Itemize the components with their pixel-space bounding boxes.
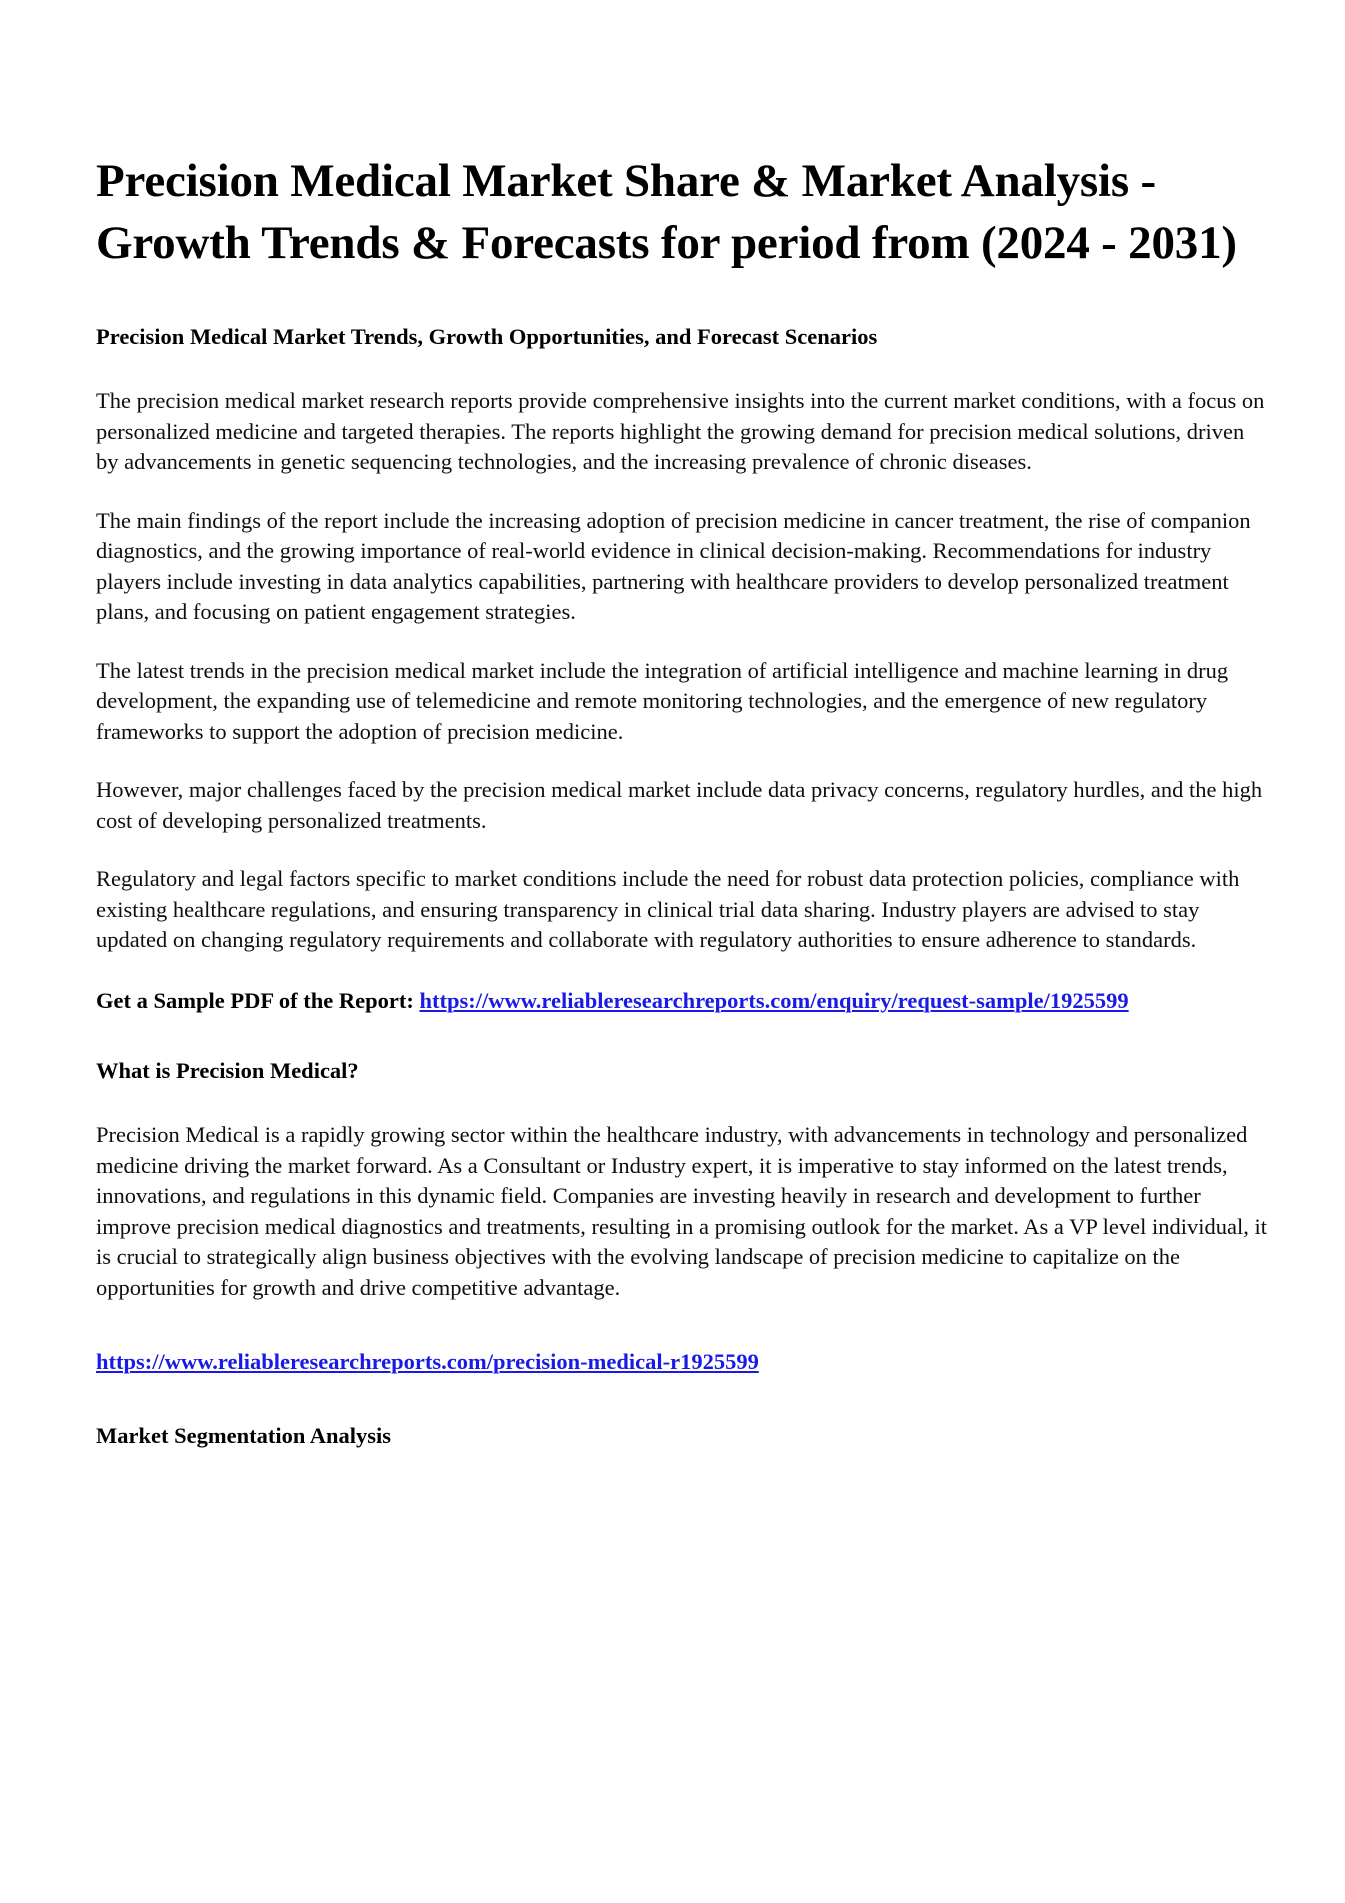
paragraph-challenges: However, major challenges faced by the precision medical market include data privacy concerns, regulatory hurdles, and the high cost of developing personalized treatments. [96,777,1263,833]
paragraph-intro: The precision medical market research reports provide comprehensive insights into the current market conditions, with a focus on personalized medicine and targeted therapies. The reports highlight the growing demand for precision medical solutions, driven by advancements in genetic sequencing technologies, and the increasing prevalence of chronic diseases. [96,388,1265,474]
paragraph-trends: The latest trends in the precision medical market include the integration of artificial intelligence and machine learning in drug development, the expanding use of telemedicine and remote monitoring technologies, and the emergence of new regulatory frameworks to support the adoption of precision medicine. [96,657,1229,744]
paragraph-findings: The main findings of the report include the increasing adoption of precision medicine in cancer treatment, the rise of companion diagnostics, and the growing importance of real-world evidence in clinical decision-making. Recommendations for industry players include investing in data analytics capabilities, partnering with healthcare providers to develop personalized treatment plans, and focusing on patient engagement strategies. [96,507,1251,624]
sample-pdf-link[interactable]: https://www.reliableresearchreports.com/enquiry/request-sample/1925599 [419,987,1129,1013]
heading-what-is-precision-medical: What is Precision Medical? [96,1058,359,1083]
subheading-market-trends: Precision Medical Market Trends, Growth Opportunities, and Forecast Scenarios [96,324,878,349]
sample-pdf-line [96,986,1270,1017]
sample-pdf-label: Get a Sample PDF of the Report: [96,987,420,1013]
report-link-line [96,1347,1270,1378]
page-title: Precision Medical Market Share & Market Analysis - Growth Trends & Forecasts for period from (2024 - 2031) [96,155,1237,269]
heading-market-segmentation-analysis: Market Segmentation Analysis [96,1422,391,1448]
paragraph-definition: Precision Medical is a rapidly growing sector within the healthcare industry, with advancements in technology and personalized medicine driving the market forward. As a Consultant or Industry expert, it is imperative to stay informed on the latest trends, innovations, and regulations in this dynamic field. Companies are investing heavily in research and development to further improve precision medical diagnostics and treatments, resulting in a promising outlook for the market. As a VP level individual, it is crucial to strategically align business objectives with the evolving landscape of precision medicine to capitalize on the opportunities for growth and drive competitive advantage. [96,1122,1268,1300]
paragraph-regulatory: Regulatory and legal factors specific to market conditions include the need for robust data protection policies, compliance with existing healthcare regulations, and ensuring transparency in clinical trial data sharing. Industry players are advised to stay updated on changing regulatory requirements and collaborate with regulatory authorities to ensure adherence to standards. [96,866,1240,952]
document-body [96,150,1270,1451]
report-page-link[interactable]: https://www.reliableresearchreports.com/precision-medical-r1925599 [96,1349,759,1374]
